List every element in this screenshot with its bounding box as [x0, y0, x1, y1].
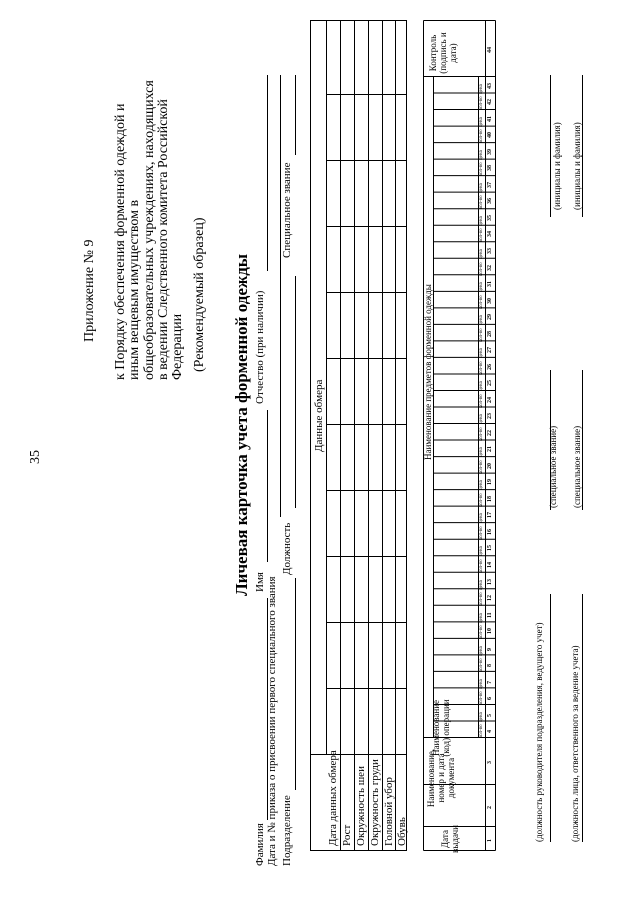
- column-number: 18: [486, 495, 493, 502]
- appendix-line-3: общеобразовательных учреждениях, находящихся: [142, 80, 157, 380]
- column-number: 31: [486, 281, 493, 288]
- column-subheader: цена: [478, 150, 484, 160]
- column-number: 25: [486, 380, 493, 387]
- column-number: 15: [486, 545, 493, 552]
- column-subheader: цена: [478, 348, 484, 359]
- signature-1-rank: (специальное звание): [548, 425, 558, 508]
- measurement-row-neck: Окружность шеи: [355, 766, 367, 846]
- column-subheader: цена: [478, 216, 484, 226]
- column-subheader: кол-во: [478, 691, 484, 706]
- column-number: 23: [486, 413, 493, 420]
- signature-2-position: (должность лица, ответственного за ведение учета): [570, 645, 580, 842]
- measurement-row-shoes: Обувь: [396, 817, 408, 846]
- column-number: 38: [486, 165, 493, 172]
- card-title: Личевая карточка учета форменной одежды: [232, 253, 251, 596]
- signature-line-2-name: [582, 75, 583, 217]
- page-number: 35: [28, 450, 43, 464]
- column-number: 16: [486, 528, 493, 535]
- appendix-line-5: Федерации: [170, 313, 185, 380]
- column-number: 28: [486, 330, 493, 337]
- column-subheader: кол-во: [478, 96, 484, 111]
- signature-1-name: (инициалы и фамилия): [552, 122, 562, 210]
- column-subheader: кол-во: [478, 261, 484, 276]
- column-number: 42: [486, 99, 493, 106]
- column-subheader: кол-во: [478, 394, 484, 408]
- column-subheader: кол-во: [478, 294, 484, 309]
- column-number: 1: [486, 838, 493, 842]
- field-name-label: Имя: [254, 572, 266, 592]
- column-subheader: цена: [478, 546, 484, 557]
- field-subdivision-label: Подразделение: [281, 795, 293, 866]
- column-subheader: цена: [478, 678, 484, 689]
- column-subheader: кол-во: [478, 328, 484, 342]
- column-subheader: цена: [478, 83, 484, 94]
- column-subheader: кол-во: [478, 361, 484, 375]
- column-number: 29: [486, 314, 493, 321]
- column-subheader: кол-во: [478, 195, 484, 210]
- column-number: 5: [486, 713, 493, 717]
- column-number: 11: [486, 611, 493, 618]
- column-number: 19: [486, 479, 493, 486]
- column-number: 26: [486, 363, 493, 370]
- column-subheader: кол-во: [478, 658, 484, 673]
- issue-col-operation: Наименование (код) операции: [431, 699, 451, 757]
- column-number: 24: [486, 396, 493, 403]
- measurement-row-headwear: Головной убор: [383, 777, 395, 846]
- column-number: 36: [486, 198, 493, 205]
- appendix-line-4: в ведении Следственного комитета Российской: [156, 99, 171, 380]
- column-subheader: цена: [478, 117, 484, 127]
- column-number: 22: [486, 429, 493, 436]
- column-subheader: кол-во: [478, 559, 484, 573]
- column-number: 27: [486, 347, 493, 354]
- column-subheader: цена: [478, 513, 484, 524]
- field-patronymic-label: Отчество (при наличии): [254, 290, 266, 404]
- column-number: 17: [486, 512, 493, 519]
- column-number: 9: [486, 647, 493, 651]
- column-number: 35: [486, 214, 493, 221]
- column-subheader: цена: [478, 381, 484, 392]
- signature-2-rank: (специальное звание): [572, 425, 582, 508]
- column-subheader: кол-во: [478, 526, 484, 540]
- measurement-row-date: Дата данных обмера: [327, 750, 339, 846]
- column-subheader: кол-во: [478, 625, 484, 640]
- column-number: 13: [486, 578, 493, 585]
- column-subheader: цена: [478, 711, 484, 722]
- appendix-line-1: к Порядку обеспечения форменной одеждой и: [113, 103, 128, 380]
- issue-items-header: Наименование предметов форменной одежды: [423, 284, 433, 460]
- column-subheader: кол-во: [478, 228, 484, 243]
- column-number: 8: [486, 664, 493, 668]
- column-number: 14: [486, 561, 493, 568]
- signature-line-2-rank: [582, 370, 583, 510]
- column-number: 6: [486, 697, 493, 701]
- column-number: 37: [486, 181, 493, 188]
- appendix-line-2: иным вещевым имуществом в: [127, 199, 142, 380]
- field-position-label: Должность: [281, 522, 293, 575]
- column-number: 44: [486, 46, 493, 53]
- column-subheader: кол-во: [478, 129, 484, 144]
- column-number: 41: [486, 115, 493, 122]
- issue-col-date: Дата выдачи: [440, 825, 460, 853]
- column-subheader: кол-во: [478, 427, 484, 441]
- column-subheader: кол-во: [478, 493, 484, 507]
- signature-2-name: (инициалы и фамилия): [572, 122, 582, 210]
- column-number: 34: [486, 231, 493, 238]
- field-special-rank-label: Специальное звание: [281, 162, 293, 258]
- column-subheader: кол-во: [478, 724, 484, 739]
- column-subheader: цена: [478, 315, 484, 326]
- column-subheader: цена: [478, 249, 484, 259]
- signature-line-1-name: [550, 75, 551, 217]
- field-surname-label: Фамилия: [254, 823, 266, 866]
- column-number: 10: [486, 628, 493, 635]
- column-subheader: цена: [478, 183, 484, 193]
- column-number: 21: [486, 446, 493, 453]
- measurement-row-height: Рост: [341, 824, 353, 846]
- column-number: 4: [486, 730, 493, 734]
- measurement-header: Данные обмера: [313, 379, 325, 452]
- column-number: 39: [486, 148, 493, 155]
- column-number: 3: [486, 761, 493, 764]
- column-number: 40: [486, 132, 493, 139]
- signature-line-1-position: [550, 594, 551, 842]
- column-subheader: цена: [478, 480, 484, 491]
- column-subheader: цена: [478, 612, 484, 623]
- appendix-title: Приложение № 9: [82, 239, 97, 342]
- column-number: 20: [486, 462, 493, 469]
- column-subheader: цена: [478, 579, 484, 590]
- column-subheader: кол-во: [478, 162, 484, 177]
- column-number: 7: [486, 680, 493, 684]
- column-subheader: цена: [478, 645, 484, 656]
- column-number: 30: [486, 297, 493, 304]
- column-subheader: цена: [478, 282, 484, 293]
- column-subheader: цена: [478, 414, 484, 425]
- column-subheader: цена: [478, 447, 484, 458]
- column-subheader: кол-во: [478, 592, 484, 607]
- signature-1-position: (должность руководителя подразделения, ведущего учет): [534, 622, 544, 842]
- column-subheader: кол-во: [478, 460, 484, 474]
- signature-line-2-position: [582, 594, 583, 842]
- column-number: 2: [486, 805, 493, 809]
- issue-control-header: Контроль (подпись и дата): [428, 32, 458, 74]
- column-number: 43: [486, 82, 493, 89]
- field-order-date-label: Дата и № приказа о присвоении первого специального звания: [266, 576, 278, 866]
- column-number: 12: [486, 595, 493, 602]
- column-number: 32: [486, 264, 493, 271]
- issue-col-document: Наименование, номер и дата документа: [426, 748, 456, 808]
- column-number: 33: [486, 248, 493, 254]
- measurement-row-chest: Окружность груди: [369, 759, 381, 846]
- recommended-sample: (Рекомендуемый образец): [192, 217, 207, 372]
